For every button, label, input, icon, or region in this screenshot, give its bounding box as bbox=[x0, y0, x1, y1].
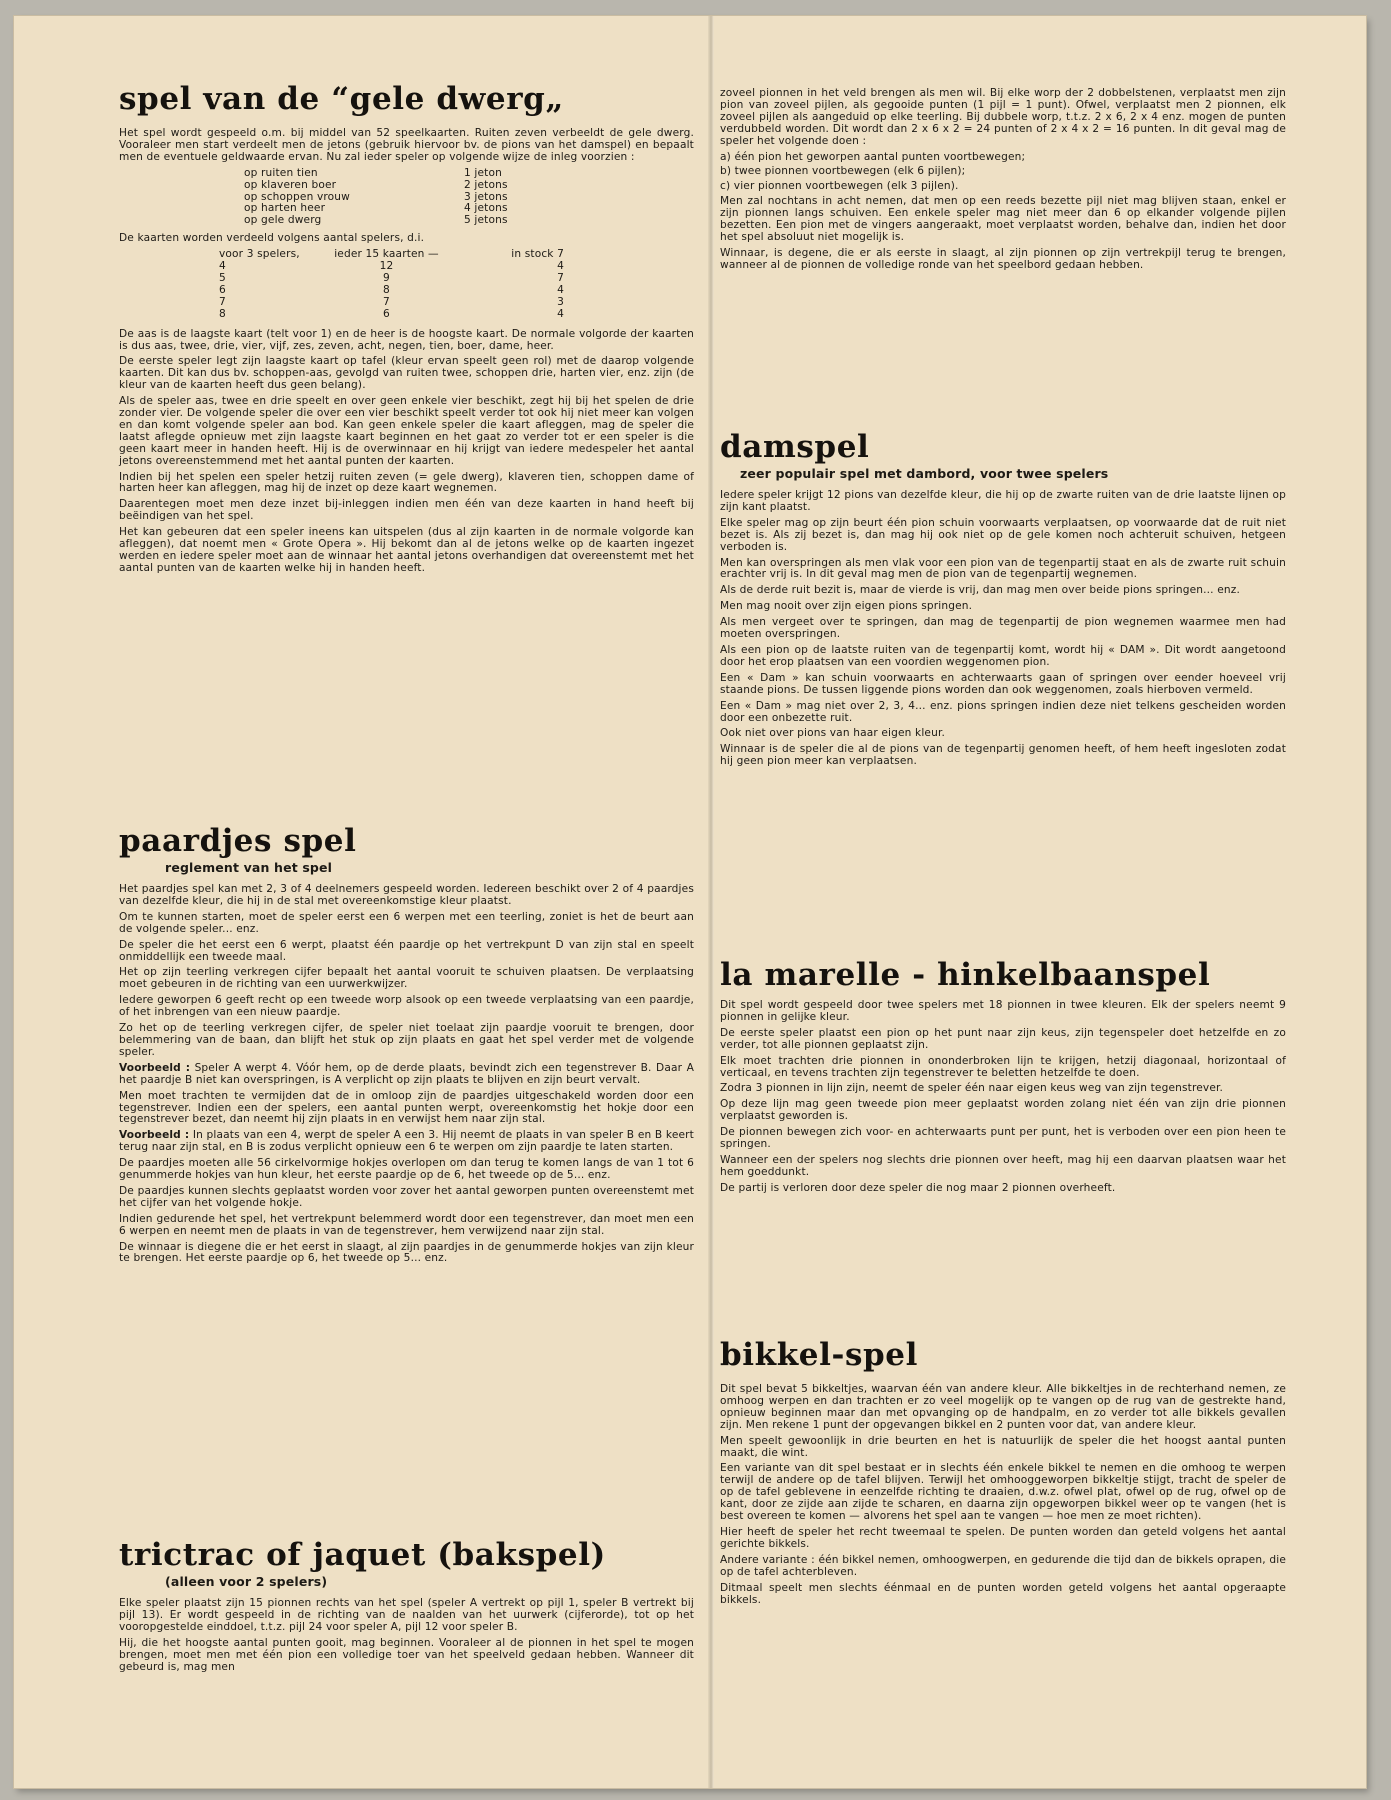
dist-cards: 9 bbox=[383, 271, 390, 284]
paragraph: Winnaar, is degene, die er als eerste in slaagt, al zijn pionnen op zijn vertrekpijl terug te brengen, wanneer al de pionnen de volledige ronde van het speelbord gedaan hebben. bbox=[720, 246, 1286, 271]
dist-stock: 4 bbox=[557, 283, 564, 296]
dist-cards: 12 bbox=[379, 260, 394, 273]
paragraph: Winnaar is de speler die al de pions van de tegenpartij genomen heeft, of hem heeft ingesloten zodat hij geen pion meer kan verplaatsen. bbox=[720, 743, 1286, 768]
paragraph: Zo het op de teerling verkregen cijfer, de speler niet toelaat zijn paardje vooruit te brengen, door belemmering van de baan, dan blijft het stuk op zijn plaats en gaat het spel verder met de volgende speler. bbox=[119, 1022, 694, 1058]
paragraph: Men zal nochtans in acht nemen, dat men op een reeds bezette pijl niet mag blijven staan, enkel er zijn pionnen langs schuiven. Een enkele speler mag niet meer dan 6 op elkander volgende pijlen bezetten. Een pion met de vingers aangeraakt, moet verplaatst worden, behalve dan, indien het door het spel absoluut niet mogelijk is. bbox=[720, 195, 1286, 243]
paragraph: Elke speler mag op zijn beurt één pion schuin voorwaarts verplaatsen, op voorwaarde dat de ruit niet bezet is. Als zij bezet is, dan mag hij ook niet op de gele komen noch achteruit schuiven, hetgeen verboden is. bbox=[720, 516, 1286, 553]
option-item: a) één pion het geworpen aantal punten voortbewegen; bbox=[720, 150, 1026, 163]
paragraph: Iedere geworpen 6 geeft recht op een tweede worp alsook op een tweede verplaatsing van een paardje, of het inbrengen van een nieuw paardje. bbox=[119, 994, 694, 1019]
paragraph: Als men vergeet over te springen, dan mag de tegenpartij de pion wegnemen waarmee men had moeten overspringen. bbox=[720, 616, 1286, 641]
paragraph: Het op zijn teerling verkregen cijfer bepaalt het aantal vooruit te schuiven plaatsen. De verplaatsing moet gebeuren in de richting van een uurwerkwijzer. bbox=[119, 966, 694, 991]
section-title: trictrac of jaquet (bakspel) bbox=[119, 1537, 606, 1573]
option-item: c) vier pionnen voortbewegen (elk 3 pijlen). bbox=[720, 180, 959, 193]
paragraph: Elke speler plaatst zijn 15 pionnen rechts van het spel (speler A vertrekt op pijl 1, speler B vertrekt bij pijl 13). Er wordt gespeeld in de richting van de naalden van het uurwerk (cijferorde), tot op het vooropgestelde einddoel, t.t.z. pijl 24 voor speler A, pijl 12 voor speler B. bbox=[119, 1597, 694, 1633]
paragraph: Het paardjes spel kan met 2, 3 of 4 deelnemers gespeeld worden. Iedereen beschikt over 2 of 4 paardjes van dezelfde kleur, die hij in de stal met overeenkomstige kleur plaatst. bbox=[119, 883, 694, 907]
section-subtitle: (alleen voor 2 spelers) bbox=[165, 1574, 328, 1589]
stake-amount: 5 jetons bbox=[464, 214, 508, 227]
paragraph: Elk moet trachten drie pionnen in ononderbroken lijn te krijgen, hetzij diagonaal, horizontaal of verticaal, en tevens trachten zijn tegenstrever te beletten hetzelfde te doen. bbox=[720, 1054, 1286, 1079]
paragraph: Men mag nooit over zijn eigen pions springen. bbox=[720, 600, 973, 613]
dist-stock: 3 bbox=[557, 295, 564, 308]
dist-cards: ieder 15 kaarten — bbox=[334, 248, 439, 261]
paragraph: De kaarten worden verdeeld volgens aantal spelers, d.i. bbox=[119, 232, 425, 245]
paragraph: Ook niet over pions van haar eigen kleur. bbox=[720, 727, 946, 740]
paragraph: Om te kunnen starten, moet de speler eerst een 6 werpen met een teerling, zoniet is het de beurt aan de volgende speler... enz. bbox=[119, 910, 694, 935]
section-subtitle: zeer populair spel met dambord, voor twee spelers bbox=[740, 466, 1109, 481]
stake-card: op ruiten tien bbox=[244, 166, 318, 179]
section-damspel bbox=[720, 430, 1286, 772]
paragraph: Het kan gebeuren dat een speler ineens kan uitspelen (dus al zijn kaarten in de normale volgorde kan afleggen), dat noemt men « Grote Opera ». Hij bekomt dan al de jetons welke op de kaarten ingezet werden en iedere speler moet aan de winnaar het aantal jetons overhandigen dat overeenstemt met het aantal punten van de kaarten welke hij in handen heeft. bbox=[119, 526, 694, 574]
section-title: spel van de “gele dwerg„ bbox=[119, 81, 564, 117]
paragraph: Een variante van dit spel bestaat er in slechts één enkele bikkel te nemen en die omhoog te werpen terwijl de andere op de tafel blijven. Terwijl het omhooggeworpen bikkeltje stijgt, tracht de speler de op de tafel geblevene in eenzelfde richting te draaien, d.w.z. ofwel plat, ofwel op de rug, ofwel op de kant, door ze zijde aan zijde te scharen, en daarna zijn opgeworpen bikkel weer op te vangen (het is best overeen te komen — alvorens het spel aan te vangen — hoe men ze moet richten). bbox=[720, 1462, 1286, 1523]
paragraph: Als een pion op de laatste ruiten van de tegenpartij komt, wordt hij « DAM ». Dit wordt aangetoond door het erop plaatsen van een voordien weggenomen pion. bbox=[720, 643, 1286, 668]
paragraph: Wanneer een der spelers nog slechts drie pionnen over heeft, mag hij een daarvan plaatsen waar het hem goeddunkt. bbox=[720, 1153, 1286, 1178]
stake-amount: 2 jetons bbox=[464, 178, 508, 191]
dist-players: 5 bbox=[219, 271, 226, 284]
paragraph: zoveel pionnen in het veld brengen als men wil. Bij elke worp der 2 dobbelstenen, verplaatst men zijn pion van zoveel pijlen, als gegooide punten (1 pijl = 1 punt). Ofwel, verplaatst men 2 pionnen, elk zoveel pijlen als aangeduid op elke teerling. Bij dubbele worp, t.t.z. 2 x 6, 2 x 4 enz. mogen de punten verdubbeld worden. Dit wordt dan 2 x 6 x 2 = 24 punten of 2 x 4 x 2 = 16 punten. In dit geval mag de speler het volgende doen : bbox=[720, 87, 1286, 147]
stake-card: op gele dwerg bbox=[244, 214, 322, 227]
dist-players: 8 bbox=[219, 307, 226, 320]
dist-cards: 8 bbox=[383, 283, 390, 296]
example-text: In plaats van een 4, werpt de speler A een 3. Hij neemt de plaats in van speler B en B keert terug naar zijn stal, en B is zodus verplicht opnieuw een 6 te werpen om zijn paardje te laten starten. bbox=[119, 1129, 694, 1154]
stake-card: op harten heer bbox=[244, 202, 326, 215]
section-trictrac bbox=[119, 1538, 694, 1677]
section-trictrac-continued bbox=[720, 88, 1286, 276]
paragraph: Hier heeft de speler het recht tweemaal te spelen. De punten worden dan geteld volgens het aantal gerichte bikkels. bbox=[720, 1525, 1286, 1550]
dist-stock: 7 bbox=[557, 271, 564, 284]
dist-stock: in stock 7 bbox=[511, 248, 564, 261]
paragraph: Dit spel bevat 5 bikkeltjes, waarvan één van andere kleur. Alle bikkeltjes in de rechterhand nemen, ze omhoog werpen en dan trachten er zo veel mogelijk op te vangen op de rug van de gestrekte hand, opnieuw beginnen maar dan met opvanging op de handpalm, en zo verder tot alle bikkels gevallen zijn. Men rekene 1 punt der opgevangen bikkel en 2 punten voor dat, van andere kleur. bbox=[720, 1383, 1286, 1431]
paragraph: Hij, die het hoogste aantal punten gooit, mag beginnen. Vooraleer al de pionnen in het spel te mogen brengen, moet men met één pion een volledige toer van het speelveld gedaan hebben. Wanneer dit gebeurd is, mag men bbox=[119, 1636, 694, 1673]
dist-cards: 6 bbox=[383, 307, 390, 320]
paragraph: De eerste speler legt zijn laagste kaart op tafel (kleur ervan speelt geen rol) met de daarop volgende kaarten. Dit kan dus bv. schoppen-aas, gevolgd van ruiten twee, schoppen drie, harten vier, enz. zijn (de kleur van de kaarten heeft dus geen belang). bbox=[119, 355, 694, 392]
paragraph: Een « Dam » kan schuin voorwaarts en achterwaarts gaan of springen over eender hoeveel vrij staande pions. De tussen liggende pions worden dan ook weggenomen, zoals hierboven vermeld. bbox=[720, 671, 1286, 696]
stake-amount: 1 jeton bbox=[464, 166, 502, 179]
section-title: la marelle - hinkelbaanspel bbox=[720, 957, 1211, 993]
paragraph: De eerste speler plaatst een pion op het punt naar zijn keus, zijn tegenspeler doet hetzelfde en zo verder, tot alle pionnen geplaatst zijn. bbox=[720, 1026, 1286, 1051]
section-bikkel bbox=[720, 1338, 1286, 1610]
paragraph: De pionnen bewegen zich voor- en achterwaarts punt per punt, het is verboden over een pion heen te springen. bbox=[720, 1126, 1286, 1151]
dist-cards: 7 bbox=[383, 295, 390, 308]
section-subtitle: reglement van het spel bbox=[165, 860, 333, 875]
dist-players: voor 3 spelers, bbox=[219, 248, 300, 261]
center-fold bbox=[708, 16, 714, 1788]
stakes-table bbox=[244, 168, 694, 228]
paragraph: Ditmaal speelt men slechts éénmaal en de punten worden geteld volgens het aantal opgeraapte bikkels. bbox=[720, 1581, 1286, 1606]
paragraph: De partij is verloren door deze speler die nog maar 2 pionnen overheeft. bbox=[720, 1181, 1116, 1194]
stake-amount: 3 jetons bbox=[464, 190, 508, 203]
dist-stock: 4 bbox=[557, 307, 564, 320]
paragraph: Op deze lijn mag geen tweede pion meer geplaatst worden zolang niet één van zijn drie pionnen verplaatst geworden is. bbox=[720, 1098, 1286, 1123]
paragraph: Indien bij het spelen een speler hetzij ruiten zeven (= gele dwerg), klaveren tien, schoppen dame of harten heer kan afleggen, mag hij de inzet op deze kaart wegnemen. bbox=[119, 470, 694, 495]
example-paragraph bbox=[119, 1063, 694, 1087]
paragraph: Andere variante : één bikkel nemen, omhoogwerpen, en gedurende die tijd dan de bikkels oprapen, die op de tafel achterbleven. bbox=[720, 1553, 1286, 1578]
dist-stock: 4 bbox=[557, 260, 564, 273]
section-gele-dwerg bbox=[119, 82, 694, 579]
paragraph: De aas is de laagste kaart (telt voor 1) en de heer is de hoogste kaart. De normale volgorde der kaarten is dus aas, twee, drie, vier, vijf, zes, zeven, acht, negen, tien, boer, dame, heer. bbox=[119, 327, 694, 352]
distribution-table bbox=[119, 249, 694, 320]
example-label: Voorbeeld : bbox=[119, 1061, 191, 1074]
paragraph: De paardjes kunnen slechts geplaatst worden voor zover het aantal geworpen punten overeenstemt met het cijfer van het volgende hokje. bbox=[119, 1184, 694, 1209]
paragraph: De speler die het eerst een 6 werpt, plaatst één paardje op het vertrekpunt D van zijn stal en speelt onmiddellijk een tweede maal. bbox=[119, 938, 694, 963]
stake-card: op klaveren boer bbox=[244, 178, 337, 191]
section-title: damspel bbox=[720, 429, 870, 465]
paragraph: Een « Dam » mag niet over 2, 3, 4... enz. pions springen indien deze niet telkens gescheiden worden door een onbezette ruit. bbox=[720, 699, 1286, 724]
leaflet-sheet bbox=[14, 16, 1366, 1788]
dist-players: 4 bbox=[219, 260, 226, 273]
option-item: b) twee pionnen voortbewegen (elk 6 pijlen); bbox=[720, 165, 966, 178]
section-title: paardjes spel bbox=[119, 823, 357, 859]
paragraph: Men speelt gewoonlijk in drie beurten en het is natuurlijk de speler die het hoogst aantal punten maakt, die wint. bbox=[720, 1434, 1286, 1459]
paragraph: Indien gedurende het spel, het vertrekpunt belemmerd wordt door een tegenstrever, dan moet men een 6 werpen en neemt men de plaats in van de tegenstrever, hem verwijzend naar zijn stal. bbox=[119, 1212, 694, 1237]
paragraph: Dit spel wordt gespeeld door twee spelers met 18 pionnen in twee kleuren. Elk der spelers neemt 9 pionnen in gelijke kleur. bbox=[720, 999, 1286, 1023]
paragraph: De winnaar is diegene die er het eerst in slaagt, al zijn paardjes in de genummerde hokjes van zijn kleur te brengen. Het eerste paardje op 6, het tweede op 5... enz. bbox=[119, 1240, 694, 1265]
paragraph: Als de speler aas, twee en drie speelt en over geen enkele vier beschikt, zegt hij bij het spelen de drie zonder vier. De volgende speler die over een vier beschikt speelt verder tot ook hij niet meer kan volgen en dan komt volgende speler aan bod. Kan geen enkele speler die kaart afleggen, mag de speler die laatst aflegde opnieuw met zijn laagste kaart beginnen en het gaat zo verder tot er een speler is die geen kaart meer in handen heeft. Hij is de overwinnaar en hij krijgt van iedere medespeler het aantal jetons overeenstemmend met het aantal punten der kaarten. bbox=[119, 395, 694, 467]
paragraph: Iedere speler krijgt 12 pions van dezelfde kleur, die hij op de zwarte ruiten van de drie laatste lijnen op zijn kant plaatst. bbox=[720, 489, 1286, 513]
paragraph: Daarentegen moet men deze inzet bij-inleggen indien men één van deze kaarten in hand heeft bij beëindigen van het spel. bbox=[119, 498, 694, 523]
dist-players: 7 bbox=[219, 295, 226, 308]
dist-players: 6 bbox=[219, 283, 226, 296]
example-paragraph bbox=[119, 1130, 694, 1154]
paragraph: Het spel wordt gespeeld o.m. bij middel van 52 speelkaarten. Ruiten zeven verbeeldt de gele dwerg. Vooraleer men start verdeelt men de jetons (gebruik hiervoor bv. de pions van het damspel) en bepaalt men de eventuele geldwaarde ervan. Nu zal ieder speler op volgende wijze de inleg voorzien : bbox=[119, 127, 694, 163]
paragraph: Men moet trachten te vermijden dat de in omloop zijn de paardjes uitgeschakeld worden door een tegenstrever. Indien een der spelers, een aantal punten werpt, overeenkomstig het hokje door een tegenstrever bezet, dan neemt hij zijn plaats in en verwijst hem naar zijn stal. bbox=[119, 1089, 694, 1126]
paragraph: Zodra 3 pionnen in lijn zijn, neemt de speler één naar eigen keus weg van zijn tegenstrever. bbox=[720, 1082, 1224, 1095]
example-text: Speler A werpt 4. Vóór hem, op de derde plaats, bevindt zich een tegenstrever B. Daar A het paardje B niet kan overspringen, is A verplicht op zijn plaats te blijven en zijn beurt vervalt. bbox=[119, 1061, 694, 1086]
paragraph: Als de derde ruit bezit is, maar de vierde is vrij, dan mag men over beide pions springen... enz. bbox=[720, 584, 1240, 597]
stake-card: op schoppen vrouw bbox=[244, 190, 350, 203]
stake-amount: 4 jetons bbox=[464, 202, 508, 215]
paragraph: Men kan overspringen als men vlak voor een pion van de tegenpartij staat en als de zwarte ruit schuin erachter vrij is. In dit geval mag men de pion van de tegenpartij wegnemen. bbox=[720, 556, 1286, 581]
section-title: bikkel-spel bbox=[720, 1337, 919, 1373]
section-marelle bbox=[720, 958, 1286, 1199]
section-paardjes bbox=[119, 824, 694, 1269]
paragraph: De paardjes moeten alle 56 cirkelvormige hokjes overlopen om dan terug te komen langs de van 1 tot 6 genummerde hokjes van hun kleur, het eerste paardje op de 6, het tweede op de 5... enz. bbox=[119, 1157, 694, 1182]
options-list bbox=[720, 152, 1286, 194]
example-label: Voorbeeld : bbox=[119, 1129, 190, 1142]
